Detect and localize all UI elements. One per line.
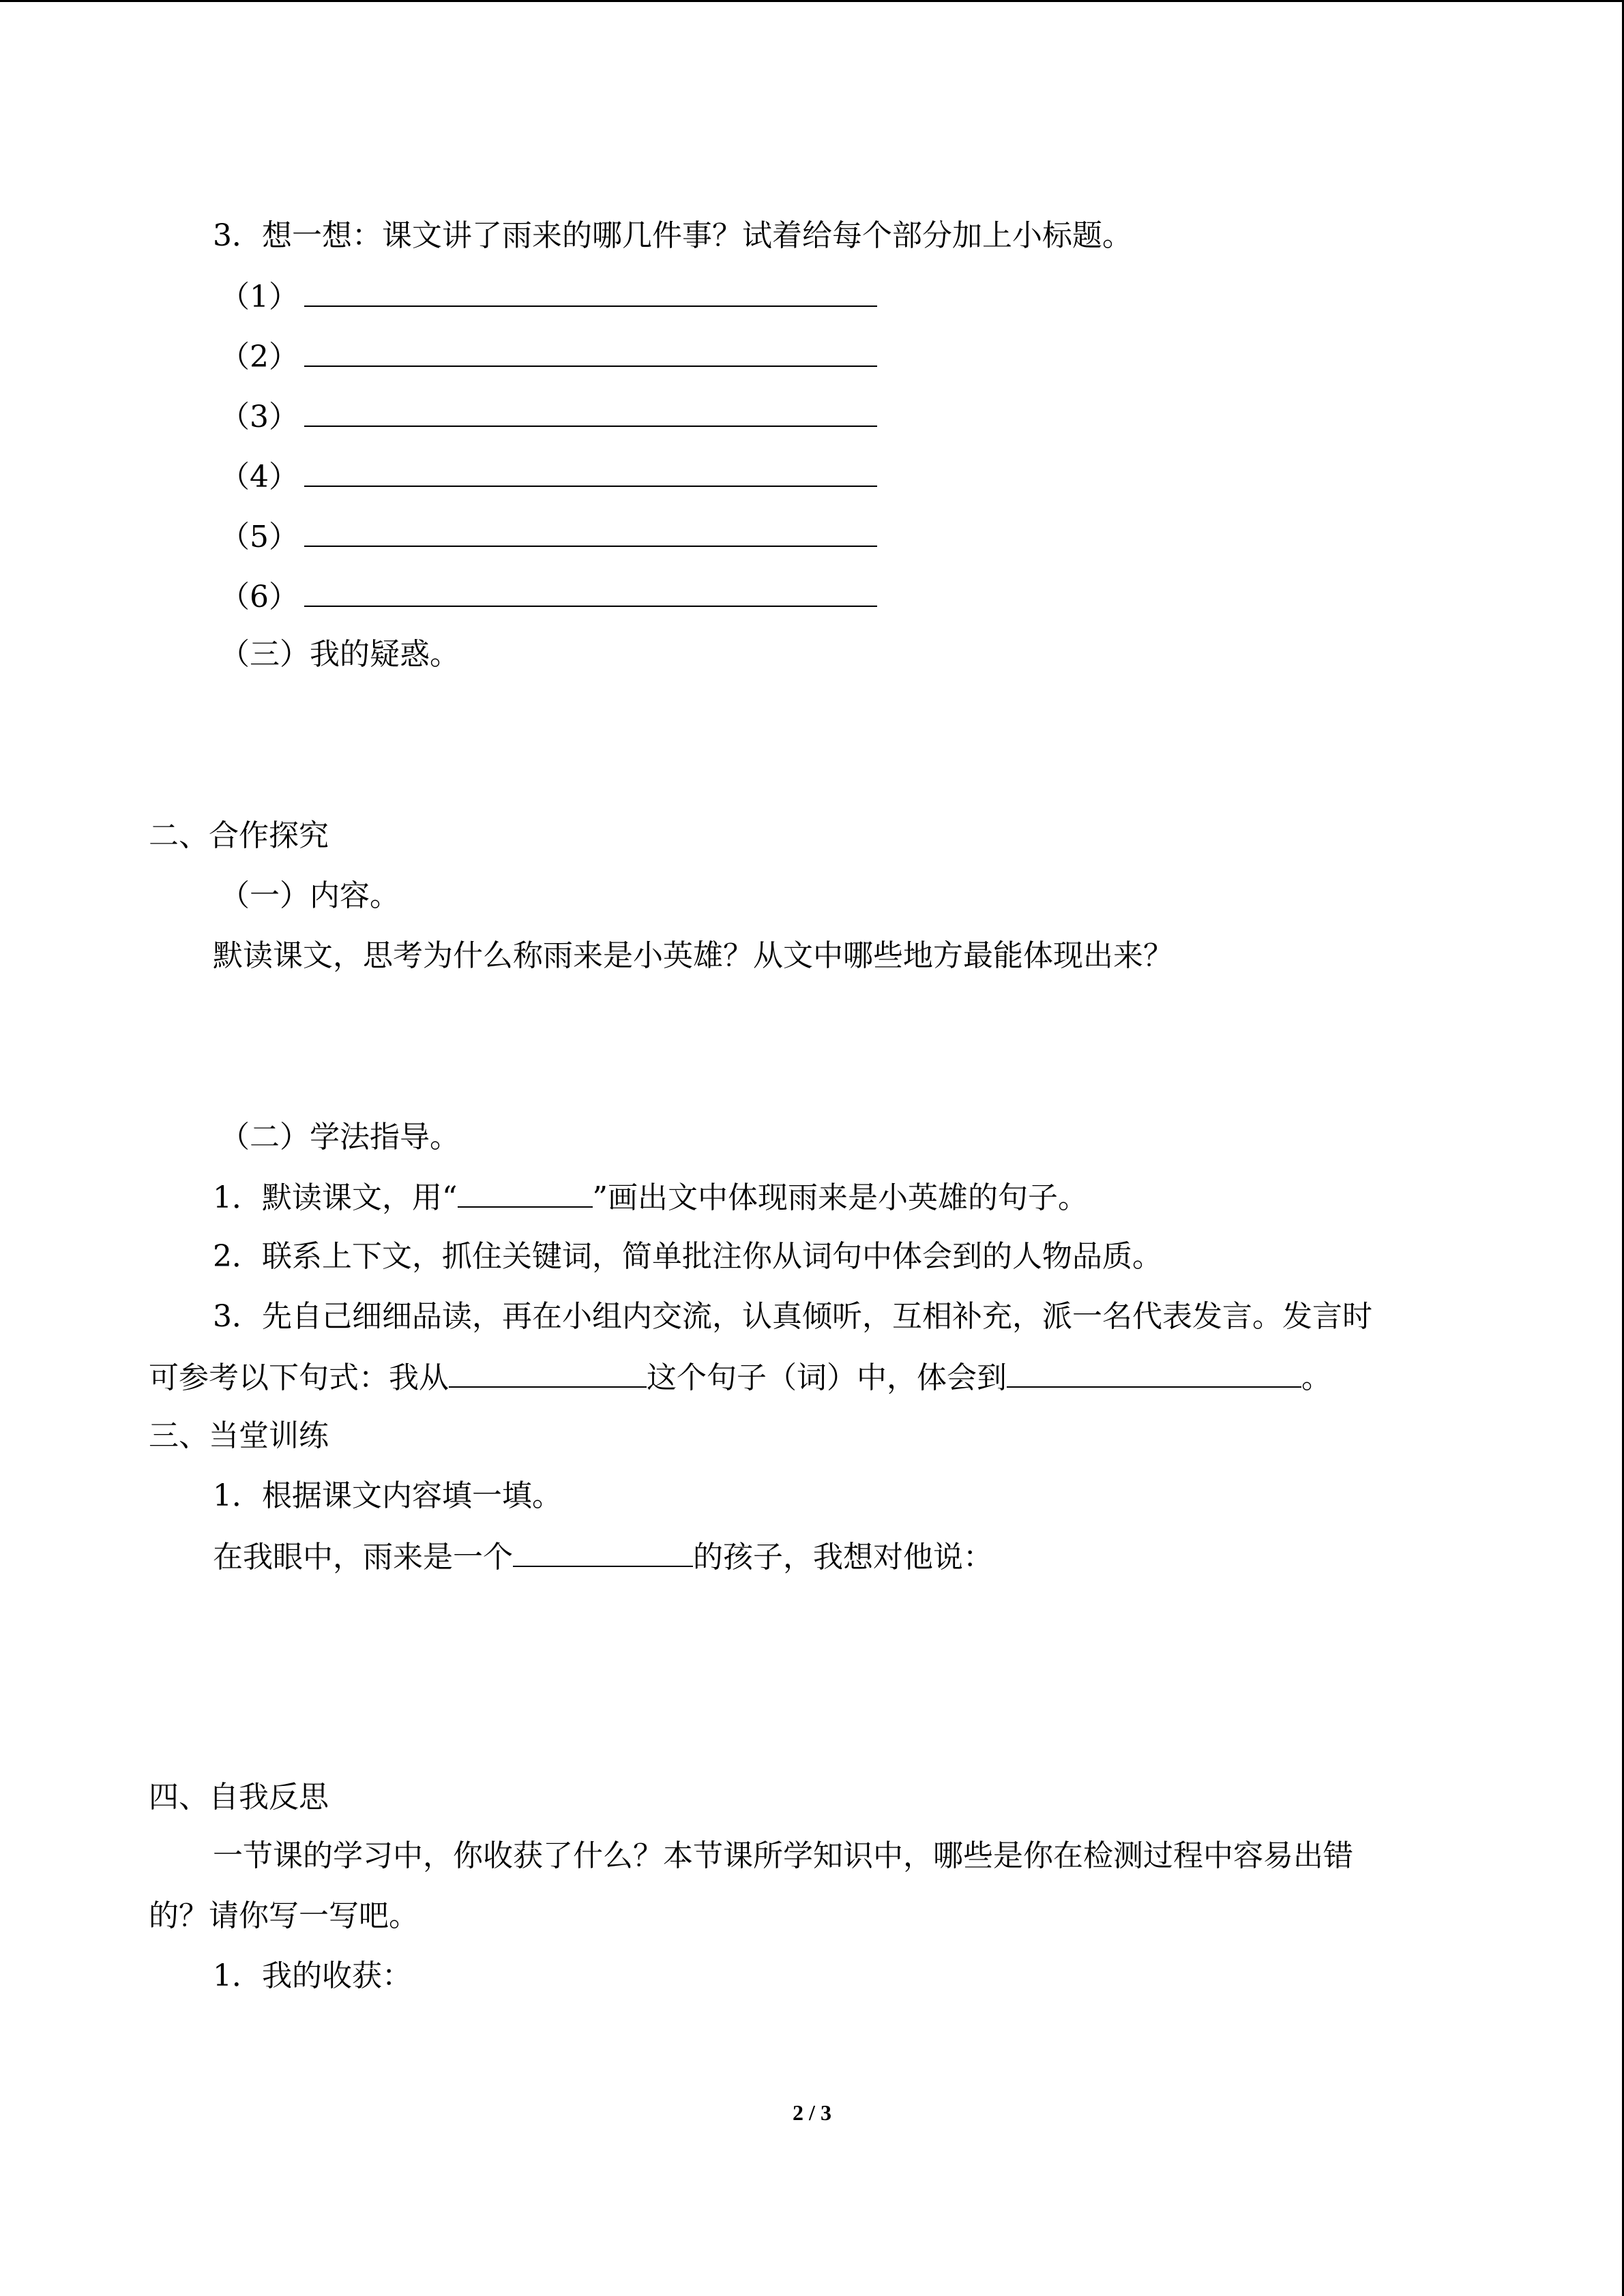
answer-label-4: （4） bbox=[220, 460, 299, 494]
section-3-title: 三、当堂训练 bbox=[149, 1418, 329, 1453]
answer-blank-6[interactable] bbox=[304, 577, 877, 607]
answer-line-6 bbox=[220, 577, 877, 616]
answer-label-2: （2） bbox=[220, 340, 299, 374]
reflection-para-line-2: 的？请你写一写吧。 bbox=[149, 1898, 419, 1933]
step-1-text-a: 1．默读课文，用“ bbox=[213, 1180, 458, 1215]
practice-text-b: 的孩子，我想对他说： bbox=[693, 1540, 993, 1575]
question-3-prompt: 3．想一想：课文讲了雨来的哪几件事？试着给每个部分加上小标题。 bbox=[213, 218, 1132, 253]
method-step-2: 2．联系上下文，抓住关键词，简单批注你从词句中体会到的人物品质。 bbox=[213, 1239, 1162, 1274]
answer-line-5 bbox=[220, 517, 877, 556]
step-3-blank-quality[interactable] bbox=[1007, 1358, 1301, 1388]
content-question: 默读课文，思考为什么称雨来是小英雄？从文中哪些地方最能体现出来？ bbox=[213, 938, 1173, 973]
step-1-text-b: ”画出文中体现雨来是小英雄的句子。 bbox=[592, 1180, 1088, 1215]
reflection-item-1: 1．我的收获： bbox=[213, 1958, 412, 1993]
answer-label-1: （1） bbox=[220, 280, 299, 314]
answer-label-5: （5） bbox=[220, 520, 299, 554]
practice-item-1: 1．根据课文内容填一填。 bbox=[213, 1478, 562, 1513]
step-3-text-c: 。 bbox=[1301, 1360, 1331, 1395]
answer-label-3: （3） bbox=[220, 400, 299, 434]
answer-blank-4[interactable] bbox=[304, 457, 877, 487]
step-3-text-a: 可参考以下句式：我从 bbox=[149, 1360, 449, 1395]
method-heading: （二）学法指导。 bbox=[220, 1120, 460, 1154]
answer-line-4 bbox=[220, 457, 877, 496]
method-step-1 bbox=[213, 1178, 1088, 1217]
content-heading: （一）内容。 bbox=[220, 878, 400, 913]
answer-blank-1[interactable] bbox=[304, 277, 877, 307]
answer-line-2 bbox=[220, 337, 877, 376]
reflection-para-line-1: 一节课的学习中，你收获了什么？本节课所学知识中，哪些是你在检测过程中容易出错 bbox=[213, 1838, 1353, 1873]
section-2-title: 二、合作探究 bbox=[149, 818, 329, 853]
page-number: 2 / 3 bbox=[793, 2100, 831, 2125]
step-3-text-b: 这个句子（词）中，体会到 bbox=[647, 1360, 1007, 1395]
method-step-3-line-1: 3．先自己细细品读，再在小组内交流，认真倾听，互相补充，派一名代表发言。发言时 bbox=[213, 1299, 1372, 1334]
answer-blank-3[interactable] bbox=[304, 397, 877, 427]
answer-line-1 bbox=[220, 277, 877, 316]
doubt-heading: （三）我的疑惑。 bbox=[220, 637, 460, 672]
method-step-3-line-2 bbox=[149, 1358, 1331, 1397]
practice-text-a: 在我眼中，雨来是一个 bbox=[213, 1540, 513, 1575]
step-3-blank-sentence[interactable] bbox=[449, 1358, 647, 1388]
section-4-title: 四、自我反思 bbox=[149, 1780, 329, 1815]
practice-fill-line bbox=[213, 1537, 993, 1577]
answer-blank-5[interactable] bbox=[304, 517, 877, 547]
step-1-blank[interactable] bbox=[458, 1178, 593, 1208]
practice-blank[interactable] bbox=[513, 1537, 693, 1567]
answer-blank-2[interactable] bbox=[304, 337, 877, 367]
answer-line-3 bbox=[220, 397, 877, 436]
answer-label-6: （6） bbox=[220, 580, 299, 614]
